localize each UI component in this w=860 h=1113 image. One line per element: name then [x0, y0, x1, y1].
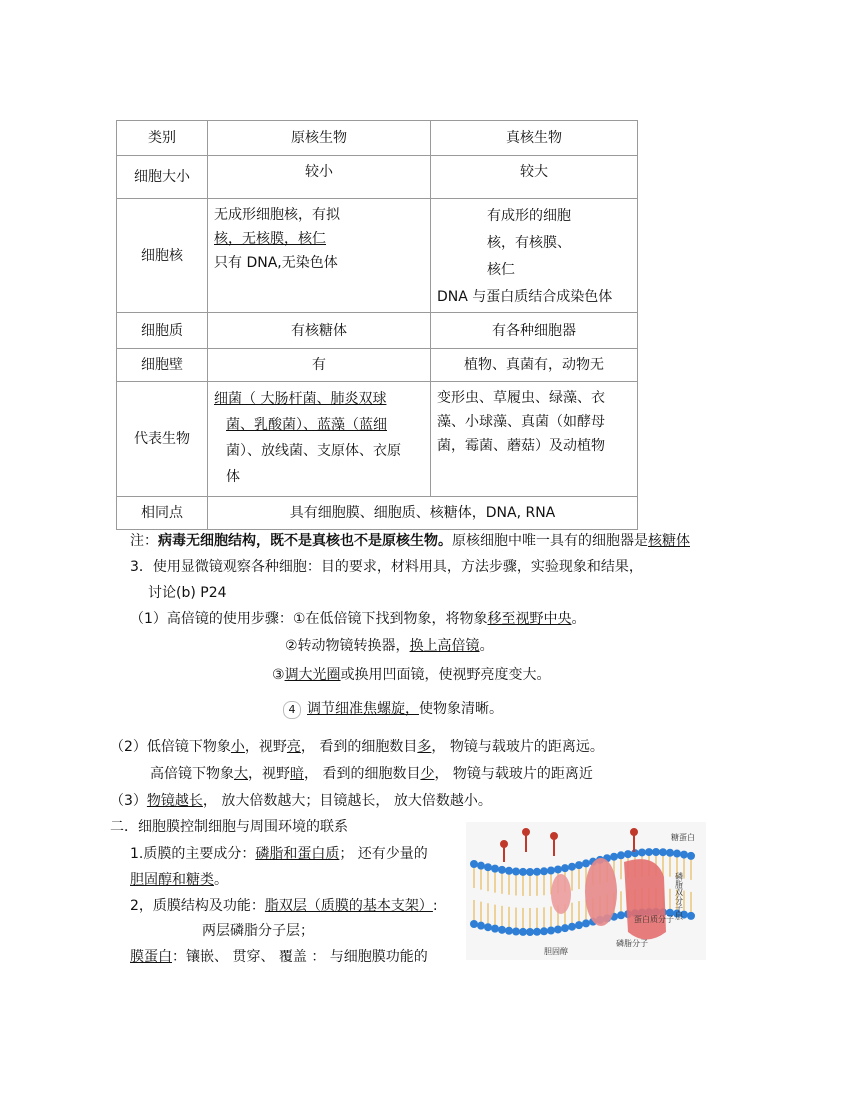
table-row: [117, 199, 638, 313]
comparison-table: [116, 120, 638, 530]
step-number-4: 4: [283, 701, 301, 719]
note-prefix: 注：: [130, 533, 158, 549]
cell-line: 细菌（ 大肠杆菌、肺炎双球: [214, 391, 387, 407]
cell-pro: [208, 199, 431, 313]
lipid-head: [673, 850, 681, 858]
cell-pro: [208, 382, 431, 497]
lipid-head: [512, 927, 520, 935]
sugar-bead: [501, 841, 507, 847]
sec2-m1: 1.质膜的主要成分：磷脂和蛋白质； 还有少量的: [130, 846, 428, 862]
lipid-head: [638, 848, 646, 856]
hp-step4: 4 调节细准焦螺旋，使物象清晰。: [283, 699, 503, 719]
lipid-head: [645, 848, 653, 856]
lipid-head: [519, 928, 527, 936]
lipid-head: [624, 850, 632, 858]
lipid-head: [561, 924, 569, 932]
lipid-head: [582, 859, 590, 867]
lipid-head: [477, 862, 485, 870]
lipid-head: [547, 927, 555, 935]
lipid-head: [680, 851, 688, 859]
lipid-head: [505, 927, 513, 935]
header-prokaryote: 原核生物: [208, 121, 431, 156]
sugar-bead: [523, 829, 529, 835]
row-label: 代表生物: [117, 382, 208, 497]
lipid-head: [610, 853, 618, 861]
cell-pro: 较小: [208, 156, 431, 199]
note-underline: 核糖体: [648, 533, 690, 549]
note-text: 原核细胞中唯一具有的细胞器是: [452, 533, 648, 549]
cell-line: DNA 与蛋白质结合成染色体: [437, 289, 613, 305]
s3-line2: 讨论(b) P24: [148, 585, 227, 601]
cell-line: 无成形细胞核，有拟: [214, 207, 340, 223]
lipid-head: [470, 920, 478, 928]
note-bold: 病毒无细胞结构，既不是真核也不是原核生物。: [158, 533, 452, 549]
table-header-row: [117, 121, 638, 156]
lipid-head: [491, 865, 499, 873]
s3-line1: 3．使用显微镜观察各种细胞：目的要求，材料用具，方法步骤，实验现象和结果，: [130, 559, 643, 575]
lipid-head: [540, 867, 548, 875]
protein-shape: [551, 874, 571, 914]
note-line: [130, 531, 690, 551]
sec2-m1c: 胆固醇和糖类。: [130, 872, 228, 888]
lipid-head: [687, 852, 695, 860]
p2-line1: （2）低倍镜下物象小，视野亮， 看到的细胞数目多， 物镜与载玻片的距离远。: [110, 739, 604, 755]
cell-membrane-figure: [466, 822, 706, 960]
lipid-head: [533, 868, 541, 876]
cell-line: 变形虫、草履虫、绿藻、衣: [437, 390, 605, 406]
lipid-head: [652, 848, 660, 856]
lipid-head: [659, 848, 667, 856]
cell-line: 菌，霉菌、蘑菇）及动植物: [437, 438, 605, 454]
cell-line: 菌）、放线菌、支原体、衣原: [226, 443, 401, 459]
cell-eu: [431, 382, 638, 497]
cell-line: 核，有核膜、: [487, 235, 571, 251]
table-row: [117, 349, 638, 382]
lipid-head: [554, 865, 562, 873]
figure-label-phospholipid: 磷脂分子: [616, 939, 648, 948]
lipid-head: [568, 923, 576, 931]
cell-line: 有成形的细胞: [487, 208, 571, 224]
sec2-m2: 2，质膜结构及功能：脂双层（质膜的基本支架）:: [130, 898, 438, 914]
sec2-m3: 膜蛋白：镶嵌、 贯穿、 覆盖 ： 与细胞膜功能的: [130, 949, 428, 965]
lipid-head: [547, 867, 555, 875]
sec2-title: 二．细胞膜控制细胞与周围环境的联系: [110, 819, 348, 835]
lipid-head: [568, 863, 576, 871]
hp-step3: ③调大光圈或换用凹面镜，使视野亮度变大。: [272, 667, 551, 683]
protein-shape: [585, 858, 617, 926]
lipid-head: [526, 928, 534, 936]
lipid-head: [484, 923, 492, 931]
hp-step1: （1）高倍镜的使用步骤：①在低倍镜下找到物象，将物象移至视野中央。: [130, 611, 586, 627]
lipid-head: [617, 911, 625, 919]
cell-line: 核，无核膜，核仁: [214, 231, 326, 247]
lipid-head: [575, 861, 583, 869]
lipid-head: [498, 866, 506, 874]
hp-step2: ②转动物镜转换器，换上高倍镜。: [285, 638, 494, 654]
cell-line: 只有 DNA,无染色体: [214, 255, 338, 271]
table-row: [117, 382, 638, 497]
protein-shape: [624, 859, 666, 939]
row-label: 细胞大小: [117, 156, 208, 199]
p2-line2: 高倍镜下物象大，视野暗， 看到的细胞数目少， 物镜与载玻片的距离近: [150, 766, 593, 782]
lipid-head: [582, 919, 590, 927]
cell-pro: 有: [208, 349, 431, 382]
figure-label-cholesterol: 胆固醇: [544, 947, 568, 956]
cell-eu: 较大: [431, 156, 638, 199]
row-label: 相同点: [117, 497, 208, 530]
lipid-head: [533, 928, 541, 936]
cell-line: 菌、乳酸菌）、蓝藻（蓝细: [226, 417, 387, 433]
lipid-head: [540, 927, 548, 935]
cell-line: 体: [226, 469, 240, 485]
figure-label-bilayer: 磷脂双分子层: [674, 872, 684, 920]
lipid-head: [561, 864, 569, 872]
sugar-bead: [551, 833, 557, 839]
cell-common: 具有细胞膜、细胞质、核糖体，DNA, RNA: [208, 497, 638, 530]
cell-eu: 植物、真菌有，动物无: [431, 349, 638, 382]
cell-eu: [431, 199, 638, 313]
lipid-head: [470, 860, 478, 868]
lipid-head: [617, 851, 625, 859]
lipid-head: [519, 868, 527, 876]
header-eukaryote: 真核生物: [431, 121, 638, 156]
lipid-head: [526, 868, 534, 876]
cell-line: 核仁: [487, 262, 515, 278]
figure-label-protein: 蛋白质分子: [634, 915, 674, 924]
lipid-head: [498, 926, 506, 934]
lipid-head: [666, 849, 674, 857]
row-label: 细胞质: [117, 313, 208, 349]
p3-line: （3）物镜越长， 放大倍数越大；目镜越长， 放大倍数越小。: [110, 793, 492, 809]
lipid-head: [687, 912, 695, 920]
figure-label-glycoprotein: 糖蛋白: [671, 833, 695, 842]
cell-pro: 有核糖体: [208, 313, 431, 349]
sec2-m2c: 两层磷脂分子层；: [202, 923, 314, 939]
row-label: 细胞核: [117, 199, 208, 313]
lipid-head: [554, 925, 562, 933]
lipid-head: [505, 867, 513, 875]
table-row: [117, 313, 638, 349]
lipid-head: [491, 925, 499, 933]
header-category: 类别: [117, 121, 208, 156]
lipid-head: [575, 921, 583, 929]
row-label: 细胞壁: [117, 349, 208, 382]
cell-line: 藻、小球藻、真菌（如酵母: [437, 414, 605, 430]
lipid-head: [477, 922, 485, 930]
lipid-head: [512, 867, 520, 875]
sugar-bead: [631, 829, 637, 835]
table-row: [117, 156, 638, 199]
table-row: [117, 497, 638, 530]
cell-eu: 有各种细胞器: [431, 313, 638, 349]
lipid-head: [484, 863, 492, 871]
